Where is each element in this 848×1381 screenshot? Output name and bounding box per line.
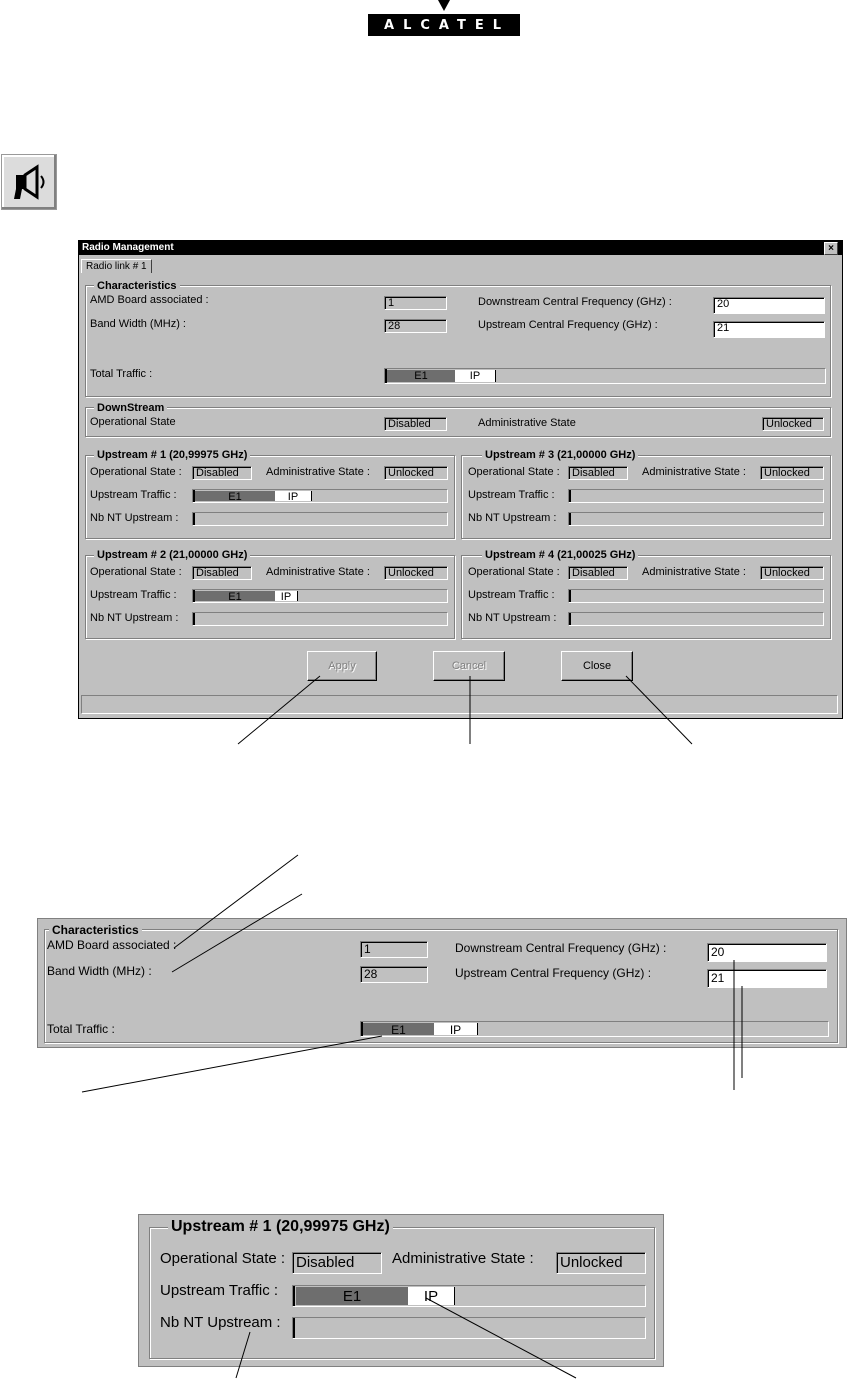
upstream-3-op-label: Operational State : bbox=[468, 466, 560, 478]
zoom-downstream-freq-label: Downstream Central Frequency (GHz) : bbox=[455, 941, 667, 955]
zoom-upstream-op-field: Disabled bbox=[292, 1252, 382, 1274]
upstream-1-admin-field: Unlocked bbox=[384, 466, 448, 480]
amd-board-label: AMD Board associated : bbox=[90, 294, 209, 306]
zoom-total-traffic-e1-segment: E1 bbox=[363, 1023, 434, 1035]
upstream-2-e1-segment: E1 bbox=[195, 591, 275, 601]
upstream-4-op-field: Disabled bbox=[568, 566, 628, 580]
upstream-3-admin-label: Administrative State : bbox=[642, 466, 746, 478]
tab-radio-link-1[interactable]: Radio link # 1 bbox=[81, 259, 152, 273]
upstream-3-admin-field: Unlocked bbox=[760, 466, 824, 480]
upstream-freq-label: Upstream Central Frequency (GHz) : bbox=[478, 319, 658, 331]
upstream-3-op-field: Disabled bbox=[568, 466, 628, 480]
apply-button[interactable]: Apply bbox=[307, 651, 377, 681]
upstream-2-nb-label: Nb NT Upstream : bbox=[90, 612, 179, 624]
zoom-amd-board-label: AMD Board associated : bbox=[47, 938, 177, 952]
downstream-op-state-label: Operational State bbox=[90, 416, 176, 428]
upstream-freq-input[interactable]: 21 bbox=[713, 321, 825, 338]
window-title: Radio Management bbox=[82, 242, 174, 253]
downstream-admin-state-field: Unlocked bbox=[762, 417, 824, 431]
upstream-2-admin-field: Unlocked bbox=[384, 566, 448, 580]
upstream-4-op-label: Operational State : bbox=[468, 566, 560, 578]
upstream-2-legend: Upstream # 2 (21,00000 GHz) bbox=[94, 549, 250, 561]
upstream-4-admin-field: Unlocked bbox=[760, 566, 824, 580]
downstream-freq-label: Downstream Central Frequency (GHz) : bbox=[478, 296, 672, 308]
zoom-upstream-freq-input[interactable]: 21 bbox=[707, 969, 827, 988]
callout-nb-nt bbox=[236, 1332, 250, 1378]
upstream-2-ip-segment: IP bbox=[275, 591, 298, 601]
upstream-1-ip-segment: IP bbox=[275, 491, 312, 501]
zoom-upstream-1-legend: Upstream # 1 (20,99975 GHz) bbox=[168, 1218, 393, 1236]
close-button[interactable]: Close bbox=[561, 651, 633, 681]
zoom-amd-board-field: 1 bbox=[360, 941, 428, 958]
upstream-4-admin-label: Administrative State : bbox=[642, 566, 746, 578]
callout-bandwidth bbox=[172, 894, 302, 972]
zoom-total-traffic-ip-segment: IP bbox=[434, 1023, 478, 1035]
zoom-upstream-admin-field: Unlocked bbox=[556, 1252, 646, 1274]
upstream-2-traffic-label: Upstream Traffic : bbox=[90, 589, 177, 601]
upstream-1-e1-segment: E1 bbox=[195, 491, 275, 501]
zoom-upstream-traffic-label: Upstream Traffic : bbox=[160, 1282, 279, 1299]
upstream-1-op-field: Disabled bbox=[192, 466, 252, 480]
zoom-downstream-freq-input[interactable]: 20 bbox=[707, 943, 827, 962]
upstream-4-nb-label: Nb NT Upstream : bbox=[468, 612, 557, 624]
total-traffic-label: Total Traffic : bbox=[90, 368, 153, 380]
bandwidth-field: 28 bbox=[384, 319, 447, 333]
total-traffic-ip-segment: IP bbox=[455, 370, 496, 382]
upstream-1-traffic-label: Upstream Traffic : bbox=[90, 489, 177, 501]
zoom-characteristics-legend: Characteristics bbox=[49, 923, 142, 937]
amd-board-field: 1 bbox=[384, 296, 447, 310]
characteristics-legend: Characteristics bbox=[94, 280, 180, 292]
total-traffic-e1-segment: E1 bbox=[387, 370, 455, 382]
upstream-1-admin-label: Administrative State : bbox=[266, 466, 370, 478]
upstream-2-admin-label: Administrative State : bbox=[266, 566, 370, 578]
callout-apply bbox=[238, 676, 320, 744]
bandwidth-label: Band Width (MHz) : bbox=[90, 318, 186, 330]
cancel-button[interactable]: Cancel bbox=[433, 651, 505, 681]
zoom-total-traffic-label: Total Traffic : bbox=[47, 1022, 115, 1036]
callout-total-traffic bbox=[82, 1036, 382, 1092]
zoom-bandwidth-label: Band Width (MHz) : bbox=[47, 964, 152, 978]
alcatel-logo: ALCATEL bbox=[368, 14, 520, 36]
downstream-op-state-field: Disabled bbox=[384, 417, 447, 431]
zoom-upstream-op-label: Operational State : bbox=[160, 1250, 286, 1267]
downstream-legend: DownStream bbox=[94, 402, 167, 414]
zoom-upstream-freq-label: Upstream Central Frequency (GHz) : bbox=[455, 966, 652, 980]
upstream-1-op-label: Operational State : bbox=[90, 466, 182, 478]
upstream-4-traffic-label: Upstream Traffic : bbox=[468, 589, 555, 601]
zoom-upstream-nb-label: Nb NT Upstream : bbox=[160, 1314, 281, 1331]
upstream-3-nb-label: Nb NT Upstream : bbox=[468, 512, 557, 524]
upstream-2-op-label: Operational State : bbox=[90, 566, 182, 578]
zoom-upstream-admin-label: Administrative State : bbox=[392, 1250, 534, 1267]
upstream-2-op-field: Disabled bbox=[192, 566, 252, 580]
upstream-1-legend: Upstream # 1 (20,99975 GHz) bbox=[94, 449, 250, 461]
upstream-3-legend: Upstream # 3 (21,00000 GHz) bbox=[482, 449, 638, 461]
downstream-admin-state-label: Administrative State bbox=[478, 417, 576, 429]
zoom-upstream-ip-segment: IP bbox=[408, 1287, 455, 1305]
downstream-freq-input[interactable]: 20 bbox=[713, 297, 825, 314]
upstream-1-nb-label: Nb NT Upstream : bbox=[90, 512, 179, 524]
zoom-bandwidth-field: 28 bbox=[360, 966, 428, 983]
zoom-upstream-e1-segment: E1 bbox=[296, 1287, 408, 1305]
callout-ip bbox=[426, 1298, 576, 1378]
close-window-icon[interactable]: × bbox=[824, 242, 838, 255]
upstream-4-legend: Upstream # 4 (21,00025 GHz) bbox=[482, 549, 638, 561]
callout-close bbox=[626, 676, 692, 744]
upstream-3-traffic-label: Upstream Traffic : bbox=[468, 489, 555, 501]
